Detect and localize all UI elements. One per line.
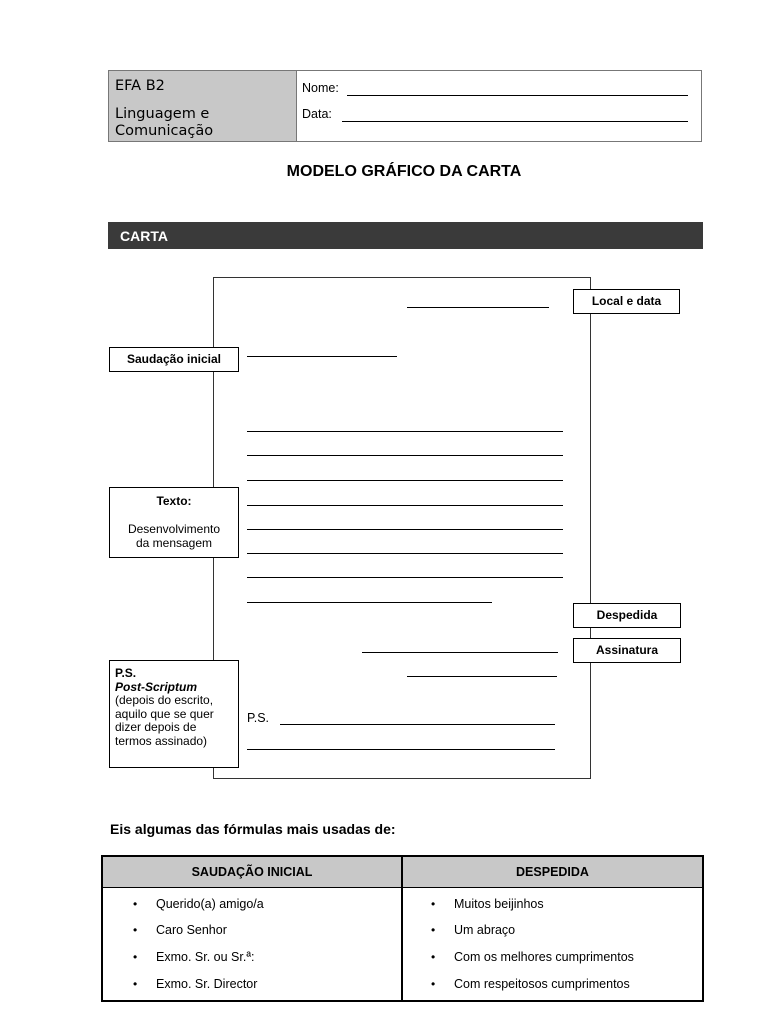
bullet-icon: • <box>431 977 436 991</box>
assinatura-label <box>573 638 681 663</box>
bullet-icon: • <box>431 923 436 937</box>
despedida-item: Muitos beijinhos <box>454 897 544 911</box>
texto-desc-1: Desenvolvimento <box>127 522 221 536</box>
despedida-label-text: Despedida <box>596 608 658 622</box>
text-line <box>247 480 563 481</box>
formulas-table <box>101 855 704 1002</box>
texto-desc-2: da mensagem <box>135 536 213 550</box>
nome-field-line <box>347 82 688 96</box>
header-table <box>108 70 702 142</box>
despedida-item: Com os melhores cumprimentos <box>454 950 634 964</box>
nome-label: Nome: <box>302 81 339 95</box>
text-line <box>247 553 563 554</box>
section-bar <box>108 222 703 249</box>
subject-line-1: Linguagem e <box>115 106 210 122</box>
despedida-item: Um abraço <box>454 923 516 937</box>
subject-line-2: Comunicação <box>115 123 214 139</box>
bullet-icon: • <box>431 950 436 964</box>
ps-desc-line: termos assinado) <box>115 733 208 748</box>
formulas-intro: Eis algumas das fórmulas mais usadas de: <box>110 821 396 837</box>
letter-frame <box>213 277 591 779</box>
local-data-label-text: Local e data <box>591 294 662 308</box>
text-line <box>247 577 563 578</box>
text-line <box>247 602 492 603</box>
saudacao-label <box>109 347 239 372</box>
section-bar-label: CARTA <box>120 228 168 244</box>
saudacao-item: Caro Senhor <box>156 923 227 937</box>
ps-italic: Post-Scriptum <box>115 679 198 694</box>
text-line <box>247 455 563 456</box>
saudacao-item: Exmo. Sr. Director <box>156 977 258 991</box>
data-field-line <box>342 108 688 122</box>
ps-desc-line: aquilo que se quer <box>115 706 214 721</box>
bullet-icon: • <box>133 950 138 964</box>
ps-label <box>109 660 239 768</box>
data-label: Data: <box>302 107 332 121</box>
despedida-label <box>573 603 681 628</box>
bullet-icon: • <box>133 977 138 991</box>
column-divider <box>401 857 403 1000</box>
assinatura-label-text: Assinatura <box>595 643 659 657</box>
bullet-icon: • <box>431 897 436 911</box>
header-course-cell <box>109 71 297 141</box>
local-data-line <box>407 307 549 308</box>
despedida-line <box>362 652 558 653</box>
ps-letter-label: P.S. <box>247 711 270 725</box>
col-header-saudacao: SAUDAÇÃO INICIAL <box>103 857 403 888</box>
saudacao-label-text: Saudação inicial <box>126 352 222 366</box>
saudacao-item: Exmo. Sr. ou Sr.ª: <box>156 950 255 964</box>
despedida-item: Com respeitosos cumprimentos <box>454 977 630 991</box>
ps-desc-line: (depois do escrito, <box>115 693 214 707</box>
texto-title: Texto: <box>156 494 192 508</box>
texto-label <box>109 487 239 558</box>
text-line <box>247 529 563 530</box>
bullet-icon: • <box>133 923 138 937</box>
course-name: EFA B2 <box>115 78 165 94</box>
col-header-despedida: DESPEDIDA <box>403 857 702 888</box>
ps-title: P.S. <box>115 666 137 680</box>
ps-line <box>247 749 555 750</box>
bullet-icon: • <box>133 897 138 911</box>
ps-desc-line: dizer depois de <box>115 720 197 734</box>
ps-line <box>280 724 555 725</box>
text-line <box>247 505 563 506</box>
local-data-label <box>573 289 680 314</box>
saudacao-line <box>247 356 397 357</box>
page-title: MODELO GRÁFICO DA CARTA <box>286 163 522 180</box>
text-line <box>247 431 563 432</box>
assinatura-line <box>407 676 557 677</box>
saudacao-item: Querido(a) amigo/a <box>156 897 264 911</box>
